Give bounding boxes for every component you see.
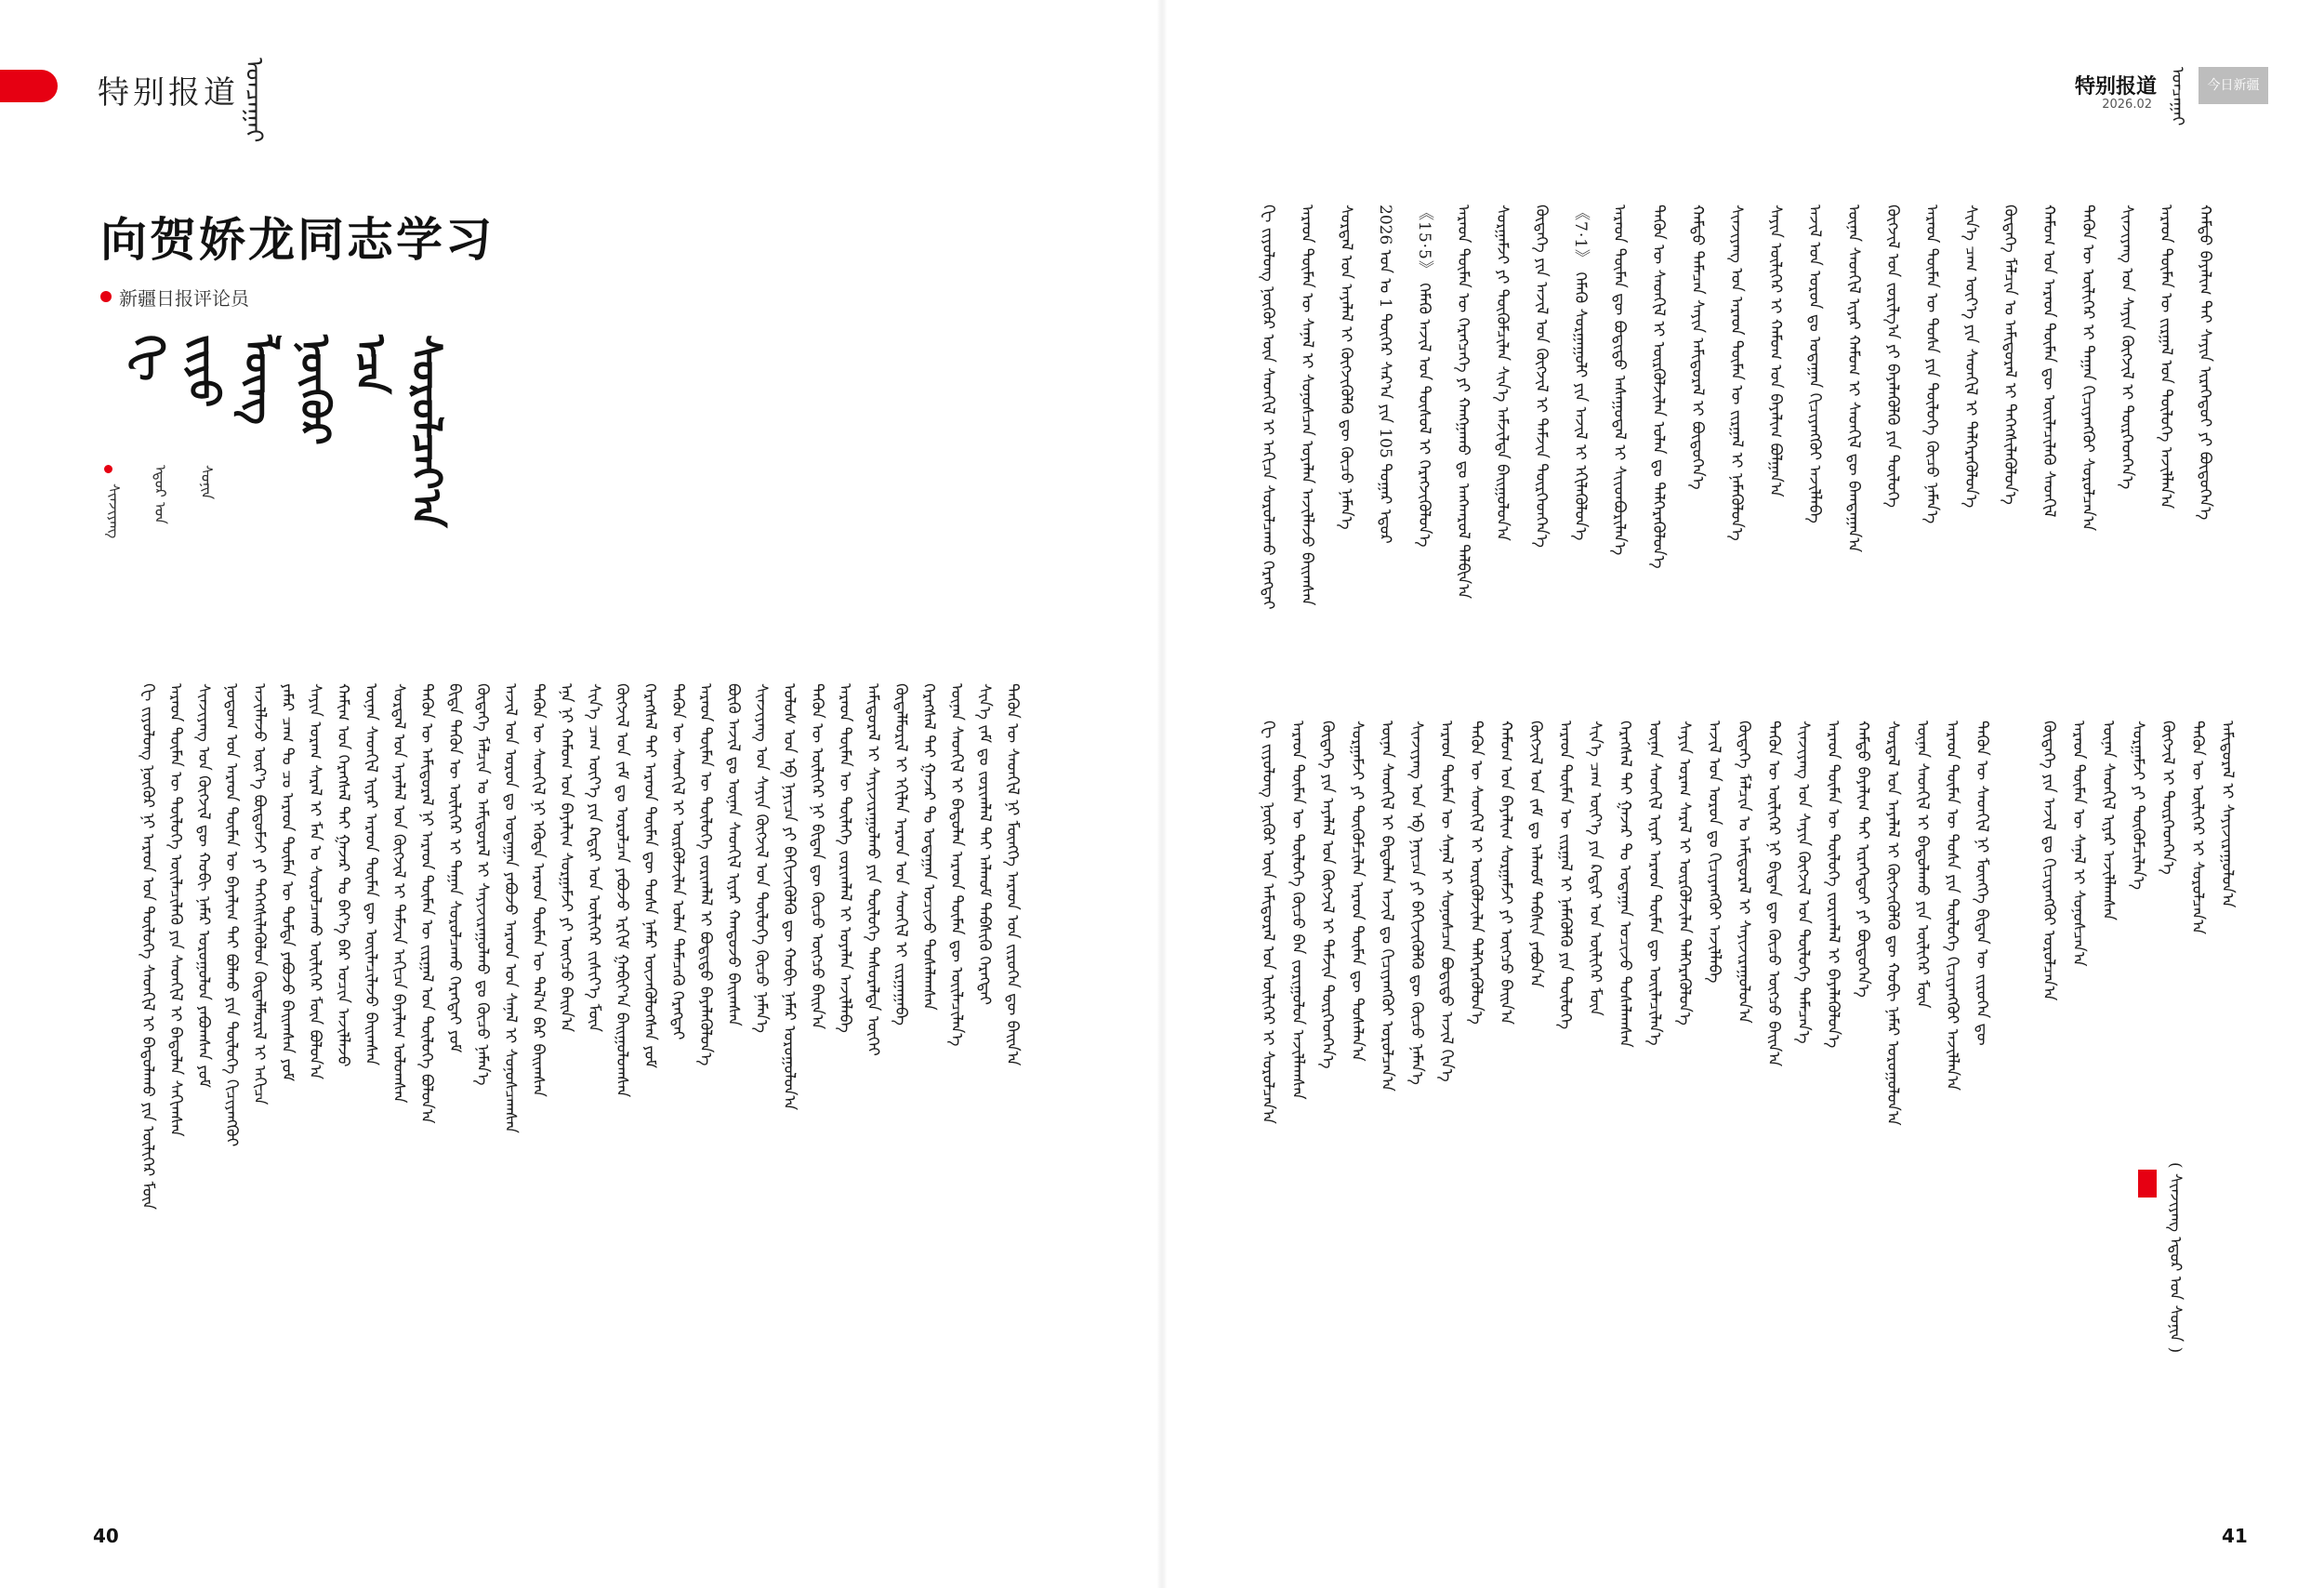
text-line: ᠲᠡᠭᠦᠨ ᠦ ᠰᠡᠳᠬᠢᠯ ᠢ ᠦᠷᠭᠦᠯᠵᠢᠯᠡᠨ ᠣᠯᠠᠨ ᠳᠤ ᠳᠡᠯᠭᠡᠷᠡᠭᠦᠯᠦᠨ᠎ᠡ — [1649, 205, 1668, 569]
page-number-left: 40 — [93, 1525, 119, 1547]
text-line: ᠬᠧ ᠵᠢᠶᠣᠯᠦᠩ ᠨᠦᠬᠦᠷ ᠨᠢ ᠠᠷᠠᠳ ᠤᠨ ᠲᠥᠯᠦᠭᠡ ᠰᠡᠳᠬᠢᠯ ᠢ ᠪᠠᠲᠤᠯᠠᠬᠤ ᠶᠢᠨ ᠦᠯᠢᠭᠡᠷ ᠮᠥᠨ — [139, 683, 157, 1211]
text-line: ᠪᠦᠬᠦ ᠠᠵᠢᠯ ᠳᠤ ᠦᠨᠡᠨ ᠰᠡᠳᠬᠢᠯ ᠢᠶᠡᠷ ᠬᠠᠨᠳᠤᠵᠤ ᠪᠠᠢᠭᠰᠠᠨ — [724, 683, 743, 1026]
text-line: ᠰᠢᠨ᠎ᠡ ᠵᠠᠮ ᠳᠤ ᠵᠣᠷᠢᠭᠯᠠᠯ ᠲᠠᠢ ᠠᠯᠬᠤᠮ ᠳᠡᠪᠰᠢᠬᠦ ᠬᠡᠷᠡᠭᠲᠡᠢ — [975, 683, 994, 1005]
text-line: ᠲᠡᠭᠦᠨ ᠦ ᠠᠮᠢᠳᠤᠷᠠᠯ ᠨᠢ ᠠᠷᠠᠳ ᠲᠦᠮᠡᠨ ᠦ ᠵᠢᠷᠭᠠᠯ ᠤᠨ ᠲᠥᠯᠦᠭᠡ ᠪᠣᠯᠤᠨ᠎ᠠ — [417, 683, 436, 1124]
mongol-byline-word: ᠰᠢᠨᠵᠢᠶᠠᠩ — [105, 483, 123, 539]
text-line: ᠠᠷᠠᠳ ᠲᠦᠮᠡᠨ ᠦ ᠲᠤᠰᠠ ᠶᠢᠨ ᠲᠥᠯᠦᠭᠡ ᠬᠢᠴᠢᠶᠡᠩᠭᠦᠢ ᠠᠵᠢᠯᠯᠠᠨ᠎ᠠ — [1943, 721, 1961, 1092]
text-line: ᠲᠡᠭᠦᠨ ᠦ ᠦᠯᠢᠭᠡᠷ ᠢ ᠰᠤᠷᠤᠯᠴᠠᠨ᠎ᠠ — [2188, 721, 2207, 935]
text-line: ᠠᠷᠠᠳ ᠲᠦᠮᠡᠨ ᠦ ᠲᠥᠯᠦᠭᠡ ᠵᠣᠷᠢᠭᠯᠠᠯ ᠢ ᠪᠡᠶᠡᠯᠡᠭᠦᠯᠦᠨ᠎ᠡ — [1824, 721, 1842, 1049]
text-line: ᠰᠢᠨᠵᠢᠶᠠᠩ ᠤᠨ ᠰᠠᠶᠢᠨ ᠬᠥᠭᠵᠢᠯ ᠤᠨ ᠲᠥᠯᠦᠭᠡ ᠬᠦᠴᠦ ᠨᠡᠮᠡᠨ᠎ᠡ — [752, 683, 771, 1034]
mongol-byline-word: ᠰᠣᠨᠢᠨ — [198, 465, 216, 500]
mongol-headline-word: ᠵᠢᠶᠣ — [179, 335, 227, 408]
text-line: ᠠᠷᠠᠳ ᠲᠦᠮᠡᠨ ᠦ ᠰᠠᠨᠠᠯ ᠢ ᠰᠣᠨᠤᠰᠴᠠᠨ ᠪᠣᠳᠢᠲᠤ ᠠᠵᠢᠯ ᠬᠢᠨ᠎ᠡ — [1437, 721, 1456, 1082]
text-line: ᠨᠤᠲᠤᠭ ᠤᠨ ᠠᠷᠠᠳ ᠲᠦᠮᠡᠨ ᠦ ᠪᠠᠶᠠᠯᠢᠭ ᠲᠡᠶ ᠪᠣᠯᠬᠤ ᠶᠢᠨ ᠲᠥᠯᠦᠭᠡ ᠬᠢᠴᠢᠶᠡᠩᠭᠦᠢ — [222, 683, 241, 1147]
page-number-right: 41 — [2222, 1525, 2248, 1547]
text-line: ᠬᠥᠭᠵᠢᠯ ᠤᠨ ᠵᠣᠷᠢᠯᠭ᠎ᠠ ᠶᠢ ᠪᠡᠶᠡᠯᠡᠭᠦᠯᠬᠦ ᠶᠢᠨ ᠲᠥᠯᠦᠭᠡ — [1883, 205, 1902, 509]
text-line: ᠪᠢᠳᠡ ᠲᠡᠭᠦᠨ ᠦ ᠦᠯᠢᠭᠡᠷ ᠢ ᠳᠠᠭᠠᠨ ᠰᠤᠷᠤᠯᠴᠠᠬᠤ ᠬᠡᠷᠡᠭᠲᠡᠢ ᠶᠤᠮ — [445, 683, 464, 1053]
text-line: ᠦᠨᠡᠨ ᠰᠡᠳᠬᠢᠯ ᠢᠶᠡᠷ ᠬᠠᠮᠤᠭ ᠢ ᠰᠡᠳᠬᠢᠯ ᠳᠦ ᠪᠠᠭᠲᠠᠭᠠᠨ᠎ᠠ — [1844, 205, 1863, 553]
text-line: ᠠᠮᠢᠳᠤᠷᠠᠯ ᠢ ᠰᠠᠶᠢᠵᠢᠷᠠᠭᠤᠯᠤᠨ᠎ᠠ — [2218, 721, 2237, 908]
text-line: ᠬᠡᠷᠡᠭᠰᠡᠯ ᠲᠡᠢ ᠭᠠᠵᠠᠷ ᠲᠤ ᠤᠳᠠᠭᠠᠨ ᠣᠴᠢᠵᠤ ᠲᠤᠰᠠᠯᠠᠭᠰᠠᠨ — [919, 683, 938, 1011]
text-line: ᠲᠡᠭᠦᠨ ᠦ ᠦᠯᠢᠭᠡᠷ ᠢ ᠳᠠᠭᠠᠨ ᠬᠢᠴᠢᠶᠡᠩᠭᠦᠢ ᠰᠤᠷᠤᠯᠴᠠᠨ᠎ᠠ — [2079, 205, 2097, 532]
text-line: ᠬᠡᠷᠡᠭᠰᠡᠯ ᠲᠡᠢ ᠠᠷᠠᠳ ᠲᠦᠮᠡᠨ ᠳᠦ ᠲᠤᠰᠠ ᠨᠡᠮᠡᠷ ᠦᠵᠡᠭᠦᠯᠦᠭᠰᠡᠨ ᠶᠤᠮ — [640, 683, 659, 1068]
text-line: ᠬᠥᠳᠡᠭᠡ ᠮᠠᠯᠴᠢᠨ ᠤ ᠠᠮᠢᠳᠤᠷᠠᠯ ᠢ ᠳᠡᠭᠡᠭᠰᠢᠯᠡᠭᠦᠯᠦᠨ᠎ᠡ — [2000, 205, 2019, 505]
text-line: ᠰᠢᠨᠵᠢᠶᠠᠩ ᠤᠨ ᠠᠷᠠᠳ ᠲᠦᠮᠡᠨ ᠦ ᠵᠢᠷᠭᠠᠯ ᠢ ᠨᠡᠮᠡᠭᠦᠯᠦᠨ᠎ᠡ — [1727, 205, 1746, 541]
text-line: ᠬᠠᠮᠲᠤ ᠲᠡᠮᠡᠴᠡᠨ ᠰᠠᠶᠢᠨ ᠠᠮᠢᠳᠤᠷᠠᠯ ᠢ ᠪᠦᠲᠦᠭᠡᠨ᠎ᠡ — [1688, 205, 1707, 490]
section-title-mongol: ᠣᠨᠴᠠᠭᠠᠢ — [240, 58, 268, 143]
right-top-body-text — [1255, 205, 2248, 716]
text-line: ᠶᠠᠮᠠᠷ ᠴᠠᠭ ᠲᠤ ᠴᠤ ᠠᠷᠠᠳ ᠲᠦᠮᠡᠨ ᠦ ᠳᠤᠮᠳᠠ ᠶᠠᠪᠤᠵᠤ ᠪᠠᠢᠭᠰᠠᠨ ᠶᠤᠮ — [278, 683, 297, 1082]
text-line: ᠬᠥᠭᠵᠢᠯ ᠢ ᠲᠦᠷᠭᠡᠳᠬᠡᠨ᠎ᠡ — [2159, 721, 2177, 875]
text-line: ᠲᠡᠭᠦᠨ ᠦ ᠦᠯᠢᠭᠡᠷ ᠨᠢ ᠪᠢᠳᠡᠨ ᠳᠦ ᠬᠦᠴᠦ ᠥᠭᠴᠦ ᠪᠠᠢᠨ᠎ᠠ — [808, 683, 826, 1030]
text-line: ᠲᠡᠭᠦᠨ ᠦ ᠰᠡᠳᠬᠢᠯ ᠢ ᠦᠷᠭᠦᠯᠵᠢᠯᠡᠨ ᠣᠯᠠᠨ ᠲᠡᠮᠡᠴᠡᠬᠦ ᠬᠡᠷᠡᠭᠲᠡᠢ — [668, 683, 687, 1040]
text-line: ᠰᠢᠨᠵᠢᠶᠠᠩ ᠤᠨ ᠰᠠᠶᠢᠨ ᠬᠥᠭᠵᠢᠯ ᠤᠨ ᠲᠥᠯᠦᠭᠡ ᠲᠡᠮᠡᠴᠡᠨ᠎ᠡ — [1794, 721, 1813, 1044]
left-body-text — [135, 683, 1081, 1502]
article-source-note: ( ᠰᠢᠨᠵᠢᠶᠠᠩ ᠡᠳᠦᠷ ᠤᠨ ᠰᠣᠨᠢᠨ ) — [2166, 1162, 2185, 1354]
text-line: ᠬᠥᠳᠡᠯᠮᠦᠷᠢᠯ ᠢ ᠡᠬᠢᠯᠡᠨ ᠠᠷᠠᠳ ᠤᠨ ᠰᠡᠳᠬᠢᠯ ᠢ ᠵᠢᠷᠭᠠᠭᠠᠪᠠ — [891, 683, 910, 1026]
text-line: ᠰᠤᠷᠲᠠᠯ ᠤᠨ ᠠᠶᠠᠯᠠᠯ ᠢ ᠬᠥᠭᠵᠢᠭᠦᠯᠬᠦ ᠳᠦ ᠬᠤᠪᠢ ᠨᠡᠮᠡᠷ ᠣᠷᠣᠭᠤᠯᠤᠨ᠎ᠠ — [1883, 721, 1902, 1126]
text-line: ᠬᠥᠳᠡᠭᠡ ᠮᠠᠯᠴᠢᠨ ᠤ ᠠᠮᠢᠳᠤᠷᠠᠯ ᠢ ᠰᠠᠶᠢᠵᠢᠷᠠᠭᠤᠯᠤᠨ᠎ᠠ — [1735, 721, 1753, 1024]
text-line: ᠰᠢᠨᠵᠢᠶᠠᠩ ᠤᠨ ᠰᠠᠶᠢᠨ ᠬᠥᠭᠵᠢᠯ ᠢ ᠲᠦᠷᠭᠡᠳᠬᠡᠨ᠎ᠡ — [2118, 205, 2136, 490]
mongol-headline-word: ᠬᠧ — [124, 335, 171, 381]
text-line: ᠲᠡᠭᠦᠨ ᠦ ᠰᠡᠳᠬᠢᠯ ᠢ ᠦᠷᠭᠦᠯᠵᠢᠯᠡᠨ ᠳᠡᠯᠭᠡᠷᠡᠭᠦᠯᠦᠨ᠎ᠡ — [1467, 721, 1486, 1025]
text-line: ᠰᠤᠷᠲᠠᠯ ᠤᠨ ᠠᠶᠠᠯᠠᠯ ᠤᠨ ᠬᠥᠭᠵᠢᠯ ᠢ ᠳᠡᠮᠵᠢᠨ ᠠᠬᠢᠴᠠ ᠪᠠᠶᠠᠯᠢᠭ ᠣᠯᠤᠭᠰᠠᠨ — [390, 683, 408, 1104]
article-end-marker-icon — [2138, 1170, 2157, 1198]
text-line: ᠡᠨᠡ ᠨᠢ ᠬᠠᠮᠤᠭ ᠤᠨ ᠪᠠᠶᠠᠯᠢᠭ ᠰᠤᠷᠭᠠᠮᠵᠢ ᠶᠢ ᠥᠭᠴᠦ ᠪᠠᠢᠨ᠎ᠠ — [557, 683, 575, 1033]
text-line: ᠬᠥᠳᠡᠭᠡ ᠶᠢᠨ ᠠᠵᠢᠯ ᠳᠤ ᠬᠢᠴᠢᠶᠡᠩᠭᠦᠢ ᠣᠷᠣᠯᠴᠠᠨ᠎ᠠ — [2040, 721, 2058, 1001]
mongol-headline-word: ᠨᠦᠬᠦᠷ — [291, 335, 338, 445]
text-line: ᠤᠯᠤᠰ ᠤᠨ ᠡᠪ ᠨᠡᠶᠢᠴᠡ ᠶᠢ ᠪᠡᠬᠢᠵᠢᠭᠦᠯᠬᠦ ᠳᠦ ᠬᠤᠪᠢ ᠨᠡᠮᠡᠷ ᠣᠷᠣᠭᠤᠯᠤᠨ᠎ᠠ — [780, 683, 799, 1111]
right-edge-body-text — [2036, 721, 2248, 1511]
text-line: ᠬᠠᠮᠲᠤ ᠪᠠᠶᠠᠯᠢᠭ ᠲᠡᠢ ᠰᠠᠶᠢᠨ ᠢᠷᠡᠭᠡᠳᠦᠢ ᠶᠢ ᠪᠦᠲᠦᠭᠡᠨ᠎ᠡ — [2196, 205, 2214, 521]
text-line: ᠬᠥᠳᠡᠭᠡ ᠶᠢᠨ ᠠᠶᠠᠯᠠᠯ ᠤᠨ ᠬᠥᠭᠵᠢᠯ ᠢ ᠳᠡᠮᠵᠢᠨ ᠲᠦᠷᠭᠡᠳᠬᠡᠨ᠎ᠡ — [1318, 721, 1337, 1069]
text-line: ᠰᠢᠨᠵᠢᠶᠠᠩ ᠤᠨ ᠡᠪ ᠨᠡᠶᠢᠴᠡ ᠶᠢ ᠪᠡᠬᠢᠵᠢᠭᠦᠯᠬᠦ ᠳᠦ ᠬᠦᠴᠦ ᠨᠡᠮᠡᠨ᠎ᠡ — [1407, 721, 1426, 1085]
text-line: ᠦᠨᠡᠨ ᠰᠡᠳᠬᠢᠯ ᠢᠶᠡᠷ ᠠᠵᠢᠯᠯᠠᠭᠰᠠᠨ — [2099, 721, 2118, 920]
text-line: ᠠᠷᠠᠳ ᠲᠦᠮᠡᠨ ᠦ ᠰᠠᠨᠠᠯ ᠢ ᠰᠣᠨᠤᠰᠴᠠᠨ ᠤᠶᠠᠯᠠᠨ ᠠᠵᠢᠯᠯᠠᠵᠤ ᠪᠠᠢᠭᠰᠠᠨ — [1298, 205, 1316, 606]
text-line: 《15·5》 ᠬᠡᠮᠡᠬᠦ ᠠᠵᠢᠯ ᠤᠨ ᠲᠥᠰᠥᠯ ᠢ ᠬᠡᠷᠡᠭᠵᠢᠭᠦᠯᠦᠨ᠎ᠡ — [1415, 205, 1433, 548]
author-bullet-icon — [100, 291, 112, 302]
mongol-headline-word: ᠡᠴᠡ — [347, 335, 394, 394]
text-line: ᠠᠷᠠᠳ ᠲᠦᠮᠡᠨ ᠦ ᠰᠠᠨᠠᠯ ᠢ ᠰᠣᠨᠤᠰᠴᠠᠨ᠎ᠠ — [2069, 721, 2088, 967]
text-line: ᠬᠥᠭᠵᠢᠯ ᠤᠨ ᠵᠠᠮ ᠳᠤ ᠠᠯᠬᠤᠮ ᠳᠡᠪᠰᠢᠨ ᠶᠠᠪᠤᠨ᠎ᠠ — [1526, 721, 1545, 988]
text-line: ᠠᠷᠠᠳ ᠲᠦᠮᠡᠨ ᠦ ᠲᠤᠰᠠ ᠶᠢᠨ ᠲᠥᠯᠦᠭᠡ ᠬᠦᠴᠦ ᠨᠡᠮᠡᠨ᠎ᠡ — [1922, 205, 1941, 524]
magazine-logo: 今日新疆 — [2199, 67, 2268, 104]
text-line: ᠦᠨᠡᠨ ᠰᠡᠳᠬᠢᠯ ᠢᠶᠡᠷ ᠠᠷᠠᠳ ᠲᠦᠮᠡᠨ ᠳᠦ ᠦᠢᠯᠡᠴᠢᠯᠡᠵᠦ ᠪᠠᠢᠭᠰᠠᠨ — [362, 683, 380, 1065]
text-line: ᠬᠡᠷᠡᠭᠰᠡᠯ ᠲᠡᠢ ᠭᠠᠵᠠᠷ ᠲᠤ ᠤᠳᠠᠭᠠᠨ ᠣᠴᠢᠵᠤ ᠲᠤᠰᠠᠯᠠᠭᠰᠠᠨ — [1616, 721, 1634, 1048]
article-author: 新疆日报评论员 — [119, 287, 249, 310]
text-line: ᠠᠷᠠᠳ ᠲᠦᠮᠡᠨ ᠦ ᠲᠥᠯᠦᠭᠡ ᠬᠦᠴᠦ ᠪᠡᠨ ᠵᠣᠷᠢᠭᠤᠯᠤᠨ ᠠᠵᠢᠯᠯᠠᠭᠰᠠᠨ — [1288, 721, 1307, 1100]
text-line: ᠬᠧ ᠵᠢᠶᠣᠯᠦᠩ ᠨᠦᠬᠦᠷ ᠦᠨ ᠰᠡᠳᠬᠢᠯ ᠢ ᠠᠬᠢᠴᠠ ᠰᠤᠷᠤᠯᠴᠠᠬᠤ ᠬᠡᠷᠡᠭᠲᠡᠢ — [1259, 205, 1277, 610]
text-line: ᠰᠤᠷᠭᠠᠮᠵᠢ ᠶᠢ ᠳᠦᠭᠦᠮᠴᠢᠯᠡᠨ ᠠᠷᠠᠳ ᠲᠦᠮᠡᠨ ᠳᠦ ᠲᠤᠰᠠᠯᠠᠨ᠎ᠠ — [1348, 721, 1367, 1062]
article-headline: 向贺娇龙同志学习 — [100, 213, 495, 267]
text-line: ᠬᠥᠳᠡᠭᠡ ᠮᠠᠯᠴᠢᠨ ᠤ ᠠᠮᠢᠳᠤᠷᠠᠯ ᠢ ᠰᠠᠶᠢᠵᠢᠷᠠᠭᠤᠯᠬᠤ ᠳᠤ ᠬᠦᠴᠦ ᠨᠡᠮᠡᠨ᠎ᠡ — [473, 683, 492, 1086]
text-line: ᠠᠷᠠᠳ ᠲᠦᠮᠡᠨ ᠦ ᠬᠡᠷᠡᠭᠴᠡᠭᠡ ᠶᠢ ᠬᠠᠩᠭᠠᠬᠤ ᠳᠤ ᠠᠩᠬᠠᠷᠤᠯ ᠲᠠᠯᠪᠢᠨ᠎ᠠ — [1454, 205, 1472, 600]
text-line: ᠰᠢᠨ᠎ᠡ ᠴᠠᠭ ᠦᠶ᠎ᠡ ᠶᠢᠨ ᠺᠠᠳ᠋ᠢᠷ ᠤᠨ ᠦᠯᠢᠭᠡᠷ ᠮᠥᠨ — [1586, 721, 1604, 1016]
page-gutter — [1156, 0, 1168, 1588]
text-line: ᠰᠤᠷᠭᠠᠮᠵᠢ ᠶᠢ ᠳᠦᠭᠦᠮᠴᠢᠯᠡᠨ᠎ᠡ — [2129, 721, 2147, 891]
text-line: 《7·1》 ᠬᠡᠮᠡᠬᠦ ᠰᠤᠷᠭᠠᠭᠤᠯᠢ ᠶᠢᠨ ᠠᠵᠢᠯ ᠢ ᠡᠬᠢᠯᠡᠭᠦᠯᠦᠨ᠎ᠡ — [1571, 205, 1590, 541]
header-issue-date: 2026.02 — [2102, 98, 2152, 112]
mongol-byline-word: ᠡᠳᠦᠷ ᠤᠨ — [152, 465, 169, 524]
text-line: ᠲᠡᠭᠦᠨ ᠦ ᠰᠡᠳᠬᠢᠯ ᠨᠢ ᠡᠭᠦᠳᠡ ᠠᠷᠠᠳ ᠲᠦᠮᠡᠨ ᠦ ᠲᠠᠯ᠎ᠠ ᠪᠠᠷ ᠪᠠᠢᠭᠰᠠᠨ — [529, 683, 548, 1097]
text-line: ᠰᠢᠨ᠎ᠡ ᠴᠠᠭ ᠦᠶ᠎ᠡ ᠶᠢᠨ ᠺᠠᠳ᠋ᠢᠷ ᠤᠨ ᠦᠯᠢᠭᠡᠷ ᠵᠢᠱᠢᠶ᠎ᠡ ᠮᠥᠨ — [585, 683, 603, 1032]
text-line: ᠠᠷᠠᠳ ᠲᠦᠮᠡᠨ ᠦ ᠵᠢᠷᠭᠠᠯ ᠢ ᠨᠡᠮᠡᠭᠦᠯᠬᠦ ᠶᠢᠨ ᠲᠥᠯᠦᠭᠡ — [1556, 721, 1575, 1030]
header-section-title: 特别报道 — [2074, 75, 2157, 99]
header-section-mongol: ᠣᠨᠴᠠᠭᠠᠢ — [2168, 67, 2187, 126]
text-line: ᠠᠮᠢᠳᠤᠷᠠᠯ ᠢ ᠰᠠᠶᠢᠵᠢᠷᠠᠭᠤᠯᠬᠤ ᠶᠢᠨ ᠲᠥᠯᠦᠭᠡ ᠲᠠᠰᠤᠷᠠᠯᠲᠠ ᠦᠭᠡᠢ — [864, 683, 882, 1056]
text-line: ᠲᠡᠭᠦᠨ ᠦ ᠰᠡᠳᠬᠢᠯ ᠨᠢ ᠮᠥᠩᠬᠡ ᠠᠷᠠᠳ ᠤᠨ ᠵᠢᠷᠦᠬᠡᠨ ᠳᠦ ᠪᠠᠢᠨ᠎ᠠ — [1003, 683, 1022, 1066]
text-line: ᠰᠤᠷᠭᠠᠮᠵᠢ ᠶᠢ ᠳᠦᠭᠦᠮᠴᠢᠯᠡᠨ ᠰᠢᠨ᠎ᠡ ᠠᠮᠵᠢᠯᠲᠠ ᠪᠠᠢᠭᠤᠯᠤᠨ᠎ᠠ — [1493, 205, 1512, 541]
text-line: ᠲᠡᠭᠦᠨ ᠦ ᠰᠡᠳᠬᠢᠯ ᠨᠢ ᠮᠥᠩᠬᠡ ᠪᠢᠳᠡᠨ ᠦ ᠵᠢᠷᠦᠬᠡᠨ ᠳᠦ — [1973, 721, 1991, 1046]
text-line: ᠠᠵᠢᠯ ᠤᠨ ᠣᠷᠤᠨ ᠳᠤ ᠤᠳᠠᠭᠠᠨ ᠶᠠᠪᠤᠵᠤ ᠠᠷᠠᠳ ᠤᠨ ᠰᠠᠨᠠᠯ ᠢ ᠰᠣᠨᠤᠰᠴᠠᠭᠰᠠᠨ — [501, 683, 520, 1133]
text-line: ᠬᠥᠳᠡᠭᠡ ᠶᠢᠨ ᠠᠵᠢᠯ ᠤᠨ ᠬᠥᠭᠵᠢᠯ ᠢ ᠳᠡᠮᠵᠢᠨ ᠲᠦᠷᠭᠡᠳᠬᠡᠨ᠎ᠡ — [1532, 205, 1551, 549]
text-line: ᠦᠨᠡᠨ ᠰᠡᠳᠬᠢᠯ ᠢ ᠪᠠᠲᠤᠯᠠᠨ ᠠᠷᠠᠳ ᠲᠦᠮᠡᠨ ᠳᠦ ᠦᠢᠯᠡᠴᠢᠯᠡᠨ᠎ᠡ — [947, 683, 966, 1047]
text-line: ᠠᠷᠠᠳ ᠲᠦᠮᠡᠨ ᠦ ᠵᠢᠷᠭᠠᠯ ᠤᠨ ᠲᠥᠯᠦᠭᠡ ᠠᠵᠢᠯᠯᠠᠨ᠎ᠠ — [2157, 205, 2175, 509]
mongol-headline-word: ᠯᠦᠩ — [235, 335, 283, 425]
text-line: ᠰᠤᠷᠲᠠᠯ ᠤᠨ ᠠᠶᠠᠯᠠᠯ ᠢ ᠬᠥᠭᠵᠢᠭᠦᠯᠬᠦ ᠳᠦ ᠬᠦᠴᠦ ᠨᠡᠮᠡᠨ᠎ᠡ — [1337, 205, 1355, 530]
section-title: 特别报道 — [98, 74, 239, 112]
text-line: ᠬᠠᠮᠤᠭ ᠤᠨ ᠪᠠᠶᠠᠯᠢᠭ ᠰᠤᠷᠭᠠᠮᠵᠢ ᠶᠢ ᠥᠭᠴᠦ ᠪᠠᠢᠨ᠎ᠠ — [1497, 721, 1515, 1026]
text-line: ᠬᠠᠮᠲᠤ ᠪᠠᠶᠠᠯᠢᠭ ᠲᠡᠢ ᠢᠷᠡᠭᠡᠳᠦᠢ ᠶᠢ ᠪᠦᠲᠦᠭᠡᠨ᠎ᠡ — [1854, 721, 1872, 998]
text-line: ᠠᠷᠠᠳ ᠲᠦᠮᠡᠨ ᠦ ᠲᠥᠯᠦᠭᠡ ᠵᠣᠷᠢᠭᠯᠠᠯ ᠢ ᠪᠣᠳᠢᠲᠤ ᠪᠡᠶᠡᠯᠡᠭᠦᠯᠦᠨ᠎ᠡ — [696, 683, 715, 1066]
text-line: ᠰᠠᠶᠢᠨ ᠤᠷᠠᠭ ᠰᠠᠷᠠᠯ ᠢ ᠮᠠᠨ ᠤ ᠰᠤᠷᠤᠯᠴᠠᠬᠤ ᠦᠯᠢᠭᠡᠷ ᠮᠥᠨ ᠪᠣᠯᠤᠨ᠎ᠠ — [306, 683, 324, 1080]
text-line: ᠠᠵᠢᠯ ᠤᠨ ᠣᠷᠤᠨ ᠳᠤ ᠤᠳᠠᠭᠠᠨ ᠬᠢᠴᠢᠶᠡᠩᠭᠦᠢ ᠠᠵᠢᠯᠯᠠᠪᠠ — [1805, 205, 1824, 523]
text-line: 2026 ᠣᠨ ᠤ 1 ᠳᠦᠭᠡᠷ ᠰᠠᠷ᠎ᠠ ᠶᠢᠨ 105 ᠳᠤᠭᠠᠷ ᠡᠳᠦᠷ — [1376, 205, 1394, 544]
text-line: ᠬᠧ ᠵᠢᠶᠣᠯᠦᠩ ᠨᠦᠬᠦᠷ ᠦᠨ ᠠᠮᠢᠳᠤᠷᠠᠯ ᠤᠨ ᠦᠯᠢᠭᠡᠷ ᠢ ᠰᠤᠷᠤᠯᠴᠠᠨ᠎ᠠ — [1259, 721, 1277, 1124]
text-line: ᠠᠵᠢᠯ ᠤᠨ ᠣᠷᠤᠨ ᠳᠤ ᠬᠢᠴᠢᠶᠡᠩᠭᠦᠢ ᠠᠵᠢᠯᠯᠠᠪᠠ — [1705, 721, 1723, 984]
section-red-tab — [0, 70, 58, 102]
text-line: ᠬᠠᠮᠢᠭ ᠤᠨ ᠬᠡᠷᠡᠭᠰᠡᠯ ᠲᠡᠢ ᠭᠠᠵᠠᠷ ᠲᠤ ᠪᠡᠶ᠎ᠡ ᠪᠡᠷ ᠣᠴᠢᠨ ᠠᠵᠢᠯᠯᠠᠵᠤ — [334, 683, 352, 1067]
text-line: ᠰᠠᠶᠢᠨ ᠦᠯᠢᠭᠡᠷ ᠢ ᠬᠠᠮᠤᠭ ᠤᠨ ᠪᠠᠶᠠᠯᠢᠭ ᠪᠣᠯᠭᠠᠨ᠎ᠠ — [1766, 205, 1785, 497]
text-line: ᠠᠷᠠᠳ ᠲᠦᠮᠡᠨ ᠦ ᠲᠦᠯᠡᠭᠡ ᠵᠣᠷᠢᠭᠯᠠᠯ ᠢ ᠤᠶᠠᠯᠠᠨ ᠠᠵᠢᠯᠯᠠᠪᠠ — [836, 683, 854, 1033]
text-line: ᠰᠢᠨ᠎ᠡ ᠴᠠᠭ ᠦᠶ᠎ᠡ ᠶᠢᠨ ᠰᠡᠳᠬᠢᠯ ᠢ ᠳᠡᠯᠭᠡᠷᠡᠭᠦᠯᠦᠨ᠎ᠡ — [1961, 205, 1980, 509]
text-line: ᠠᠷᠠᠳ ᠲᠦᠮᠡᠨ ᠳᠦ ᠪᠣᠳᠢᠲᠤ ᠠᠰᠠᠭᠤᠳᠠᠯ ᠢ ᠰᠢᠢᠳᠪᠦᠷᠢᠯᠡᠨ᠎ᠡ — [1610, 205, 1629, 556]
text-line: ᠦᠨᠡᠨ ᠰᠡᠳᠬᠢᠯ ᠢ ᠪᠠᠲᠤᠯᠠᠬᠤ ᠶᠢᠨ ᠦᠯᠢᠭᠡᠷ ᠮᠥᠨ — [1913, 721, 1932, 1009]
text-line: ᠰᠠᠶᠢᠨ ᠤᠷᠠᠭ ᠰᠠᠷᠠᠯ ᠢ ᠦᠷᠭᠦᠯᠵᠢᠯᠡᠨ ᠳᠡᠯᠭᠡᠷᠡᠭᠦᠯᠦᠨ᠎ᠡ — [1675, 721, 1694, 1026]
mongol-byline — [100, 465, 216, 558]
text-line: ᠠᠵᠢᠯᠯᠠᠵᠤ ᠦᠷ᠎ᠡ ᠪᠦᠲᠦᠮᠵᠢ ᠶᠢ ᠳᠡᠭᠡᠭᠰᠢᠯᠡᠭᠦᠯᠦᠨ ᠬᠥᠳᠡᠯᠮᠦᠷᠢᠯ ᠢ ᠠᠬᠢᠴᠠ — [250, 683, 269, 1105]
text-line: ᠲᠡᠭᠦᠨ ᠦ ᠦᠯᠢᠭᠡᠷ ᠨᠢ ᠪᠢᠳᠡᠨ ᠳᠦ ᠬᠦᠴᠦ ᠥᠭᠴᠦ ᠪᠠᠢᠨ᠎ᠠ — [1764, 721, 1783, 1067]
text-line: ᠰᠢᠨᠵᠢᠶᠠᠩ ᠤᠨ ᠬᠥᠭᠵᠢᠯ ᠳᠦ ᠬᠤᠪᠢ ᠨᠡᠮᠡᠷ ᠣᠷᠣᠭᠤᠯᠤᠨ ᠶᠠᠪᠤᠭᠰᠠᠨ ᠶᠤᠮ — [194, 683, 213, 1089]
text-line: ᠦᠨᠡᠨ ᠰᠡᠳᠬᠢᠯ ᠢᠶᠡᠷ ᠠᠷᠠᠳ ᠲᠦᠮᠡᠨ ᠳᠦ ᠦᠢᠯᠡᠴᠢᠯᠡᠨ᠎ᠡ — [1645, 721, 1664, 1046]
text-line: ᠦᠨᠡᠨ ᠰᠡᠳᠬᠢᠯ ᠢ ᠪᠠᠲᠤᠯᠠᠨ ᠠᠵᠢᠯ ᠳᠤ ᠬᠢᠴᠢᠶᠡᠩᠭᠦᠢ ᠣᠷᠣᠯᠴᠠᠨ᠎ᠠ — [1378, 721, 1396, 1092]
text-line: ᠬᠠᠮᠤᠭ ᠤᠨ ᠠᠷᠠᠳ ᠲᠦᠮᠡᠨ ᠳᠦ ᠦᠢᠯᠡᠴᠢᠯᠡᠬᠦ ᠰᠡᠳᠬᠢᠯ — [2040, 205, 2058, 518]
text-line: ᠠᠷᠠᠳ ᠲᠦᠮᠡᠨ ᠦ ᠲᠥᠯᠦᠭᠡ ᠦᠢᠯᠡᠴᠢᠯᠡᠬᠦ ᠶᠢᠨ ᠰᠡᠳᠬᠢᠯ ᠢ ᠪᠠᠲᠤᠯᠠᠨ ᠰᠠᠬᠢᠭᠰᠠᠨ — [166, 683, 185, 1137]
text-line: ᠬᠥᠭᠵᠢᠯ ᠤᠨ ᠵᠠᠮ ᠳᠤ ᠣᠷᠣᠯᠴᠠᠨ ᠶᠠᠪᠤᠵᠤ ᠡᠷᠬᠢᠮ ᠭᠠᠪᠢᠶ᠎ᠠ ᠪᠠᠢᠭᠤᠯᠤᠭᠰᠠᠨ — [613, 683, 631, 1098]
mongol-headline-word: ᠰᠤᠷᠤᠯᠴᠠᠶ᠎ᠠ — [403, 335, 450, 528]
